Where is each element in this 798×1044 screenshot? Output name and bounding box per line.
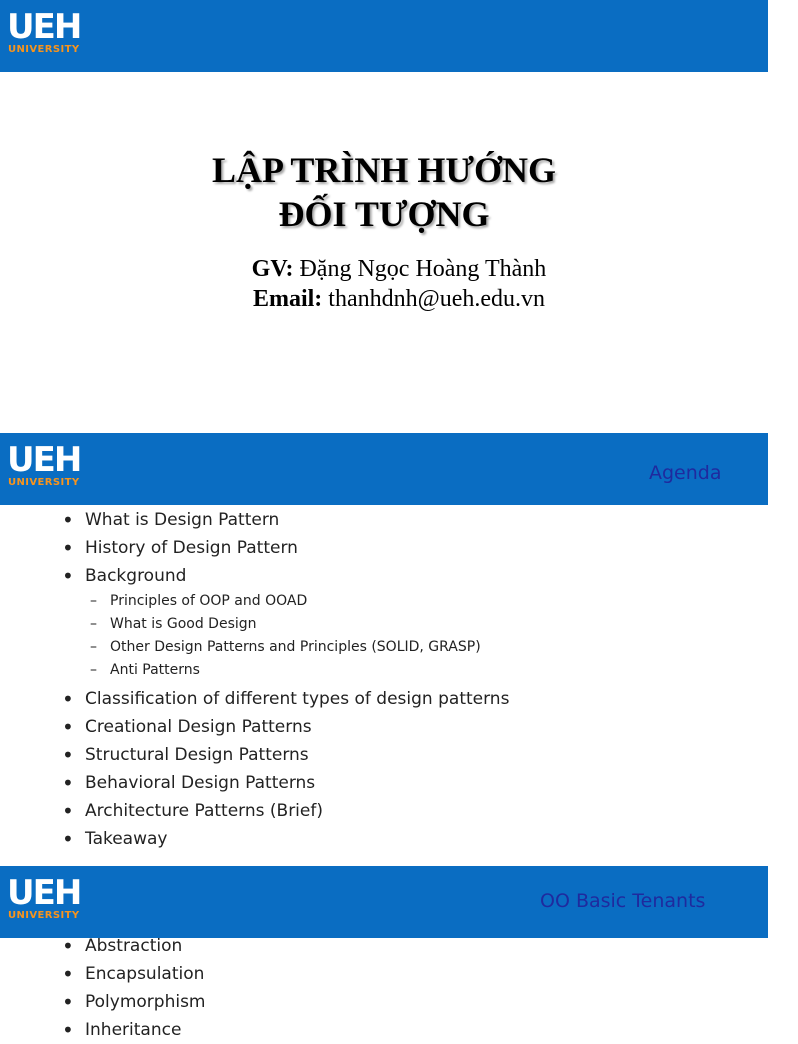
slide-title-text <box>0 148 768 236</box>
list-item: • Takeaway <box>62 825 509 853</box>
ueh-logo <box>7 440 87 491</box>
logo-main-text: UEH <box>7 873 81 913</box>
list-item: • Polymorphism <box>62 988 206 1016</box>
agenda-list <box>62 506 509 853</box>
slide-heading: OO Basic Tenants <box>540 890 706 912</box>
list-item: • Classification of different types of design patterns <box>62 685 509 713</box>
list-item: • Structural Design Patterns <box>62 741 509 769</box>
email-line <box>0 284 798 314</box>
slide-header-bar <box>0 866 768 938</box>
tenants-list <box>62 932 206 1044</box>
slide-agenda <box>0 433 768 866</box>
list-item: • Architecture Patterns (Brief) <box>62 797 509 825</box>
sub-list-item: – Other Design Patterns and Principles (SOLID, GRASP) <box>62 636 509 659</box>
logo-main-text: UEH <box>7 440 81 480</box>
logo-main-text: UEH <box>7 7 81 47</box>
teacher-name: Đặng Ngọc Hoàng Thành <box>299 256 547 282</box>
sub-list-item: – What is Good Design <box>62 613 509 636</box>
title-line-2: ĐỐI TƯỢNG <box>278 194 490 234</box>
list-item: • History of Design Pattern <box>62 534 509 562</box>
sub-list-item: – Principles of OOP and OOAD <box>62 590 509 613</box>
logo-sub-text: UNIVERSITY <box>8 910 80 921</box>
slide-header-bar <box>0 433 768 505</box>
slide-heading: Agenda <box>649 462 722 484</box>
ueh-logo <box>7 873 87 924</box>
teacher-label: GV: <box>251 256 294 282</box>
ueh-logo <box>7 7 87 58</box>
logo-sub-text: UNIVERSITY <box>8 477 80 488</box>
title-line-1: LẬP TRÌNH HƯỚNG <box>211 150 557 190</box>
email-value: thanhdnh@ueh.edu.vn <box>328 286 546 312</box>
logo-sub-text: UNIVERSITY <box>8 44 80 55</box>
slide-oo-tenants <box>0 866 768 1040</box>
lecturer-info <box>0 254 798 314</box>
sub-list-item: – Anti Patterns <box>62 659 509 682</box>
list-item: • Behavioral Design Patterns <box>62 769 509 797</box>
slide-header-bar <box>0 0 768 72</box>
list-item: • Background <box>62 562 509 590</box>
slide-title <box>0 0 768 433</box>
list-item: • What is Design Pattern <box>62 506 509 534</box>
teacher-line <box>0 254 798 284</box>
list-item: • Creational Design Patterns <box>62 713 509 741</box>
list-item: • Inheritance <box>62 1016 206 1044</box>
email-label: Email: <box>252 286 323 312</box>
list-item: • Abstraction <box>62 932 206 960</box>
list-item: • Encapsulation <box>62 960 206 988</box>
